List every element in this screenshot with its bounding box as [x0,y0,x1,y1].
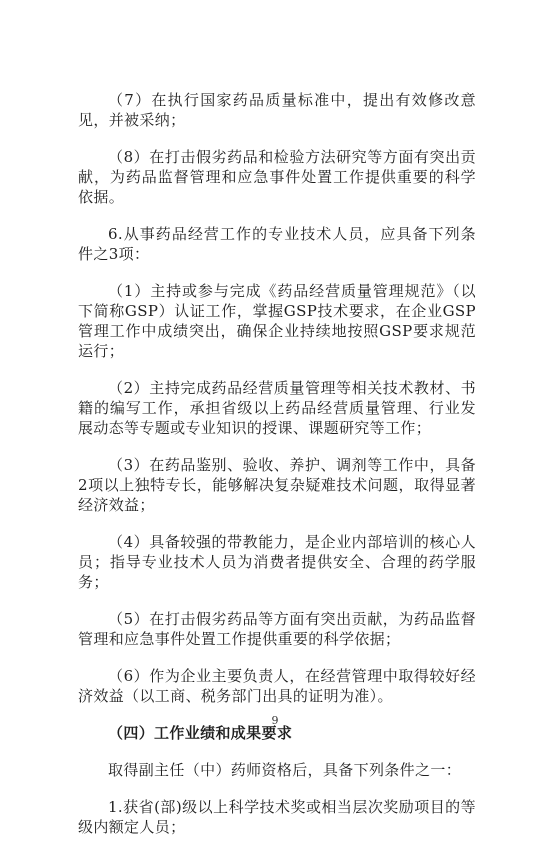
paragraph-intro: 取得副主任（中）药师资格后，具备下列条件之一： [108,761,462,779]
paragraph-item-8: （8）在打击假劣药品和检验方法研究等方面有突出贡献，为药品监督管理和应急事件处置工作提供重要的科学依据。 [78,148,476,206]
page-number: 9 [271,714,279,727]
paragraph-item-2: （2）主持完成药品经营质量管理等相关技术教材、书籍的编写工作，承担省级以上药品经营质量管理、行业发展动态等专题或专业知识的授课、课题研究等工作； [78,379,476,437]
paragraph-clause-6: 6.从事药品经营工作的专业技术人员，应具备下列条件之3项： [78,225,476,263]
paragraph-item-6: （6）作为企业主要负责人，在经营管理中取得较好经济效益（以工商、税务部门出具的证明为准）。 [78,667,476,705]
paragraph-item-4: （4）具备较强的带教能力，是企业内部培训的核心人员；指导专业技术人员为消费者提供安全、合理的药学服务； [78,533,476,591]
paragraph-item-1: （1）主持或参与完成《药品经营质量管理规范》（以下简称GSP）认证工作，掌握GSP技术要求，在企业GSP管理工作中成绩突出，确保企业持续地按照GSP要求规范运行； [78,282,476,360]
paragraph-item-7: （7）在执行国家药品质量标准中，提出有效修改意见，并被采纳； [78,91,476,129]
paragraph-item-3: （3）在药品鉴别、验收、养护、调剂等工作中，具备2项以上独特专长，能够解决复杂疑难技术问题，取得显著经济效益； [78,456,476,514]
paragraph-item-5: （5）在打击假劣药品等方面有突出贡献，为药品监督管理和应急事件处置工作提供重要的科学依据； [78,610,476,648]
paragraph-clause-1: 1.获省(部)级以上科学技术奖或相当层次奖励项目的等级内额定人员； [78,798,476,836]
document-body [78,90,476,854]
section-heading: （四）工作业绩和成果要求 [108,724,293,742]
